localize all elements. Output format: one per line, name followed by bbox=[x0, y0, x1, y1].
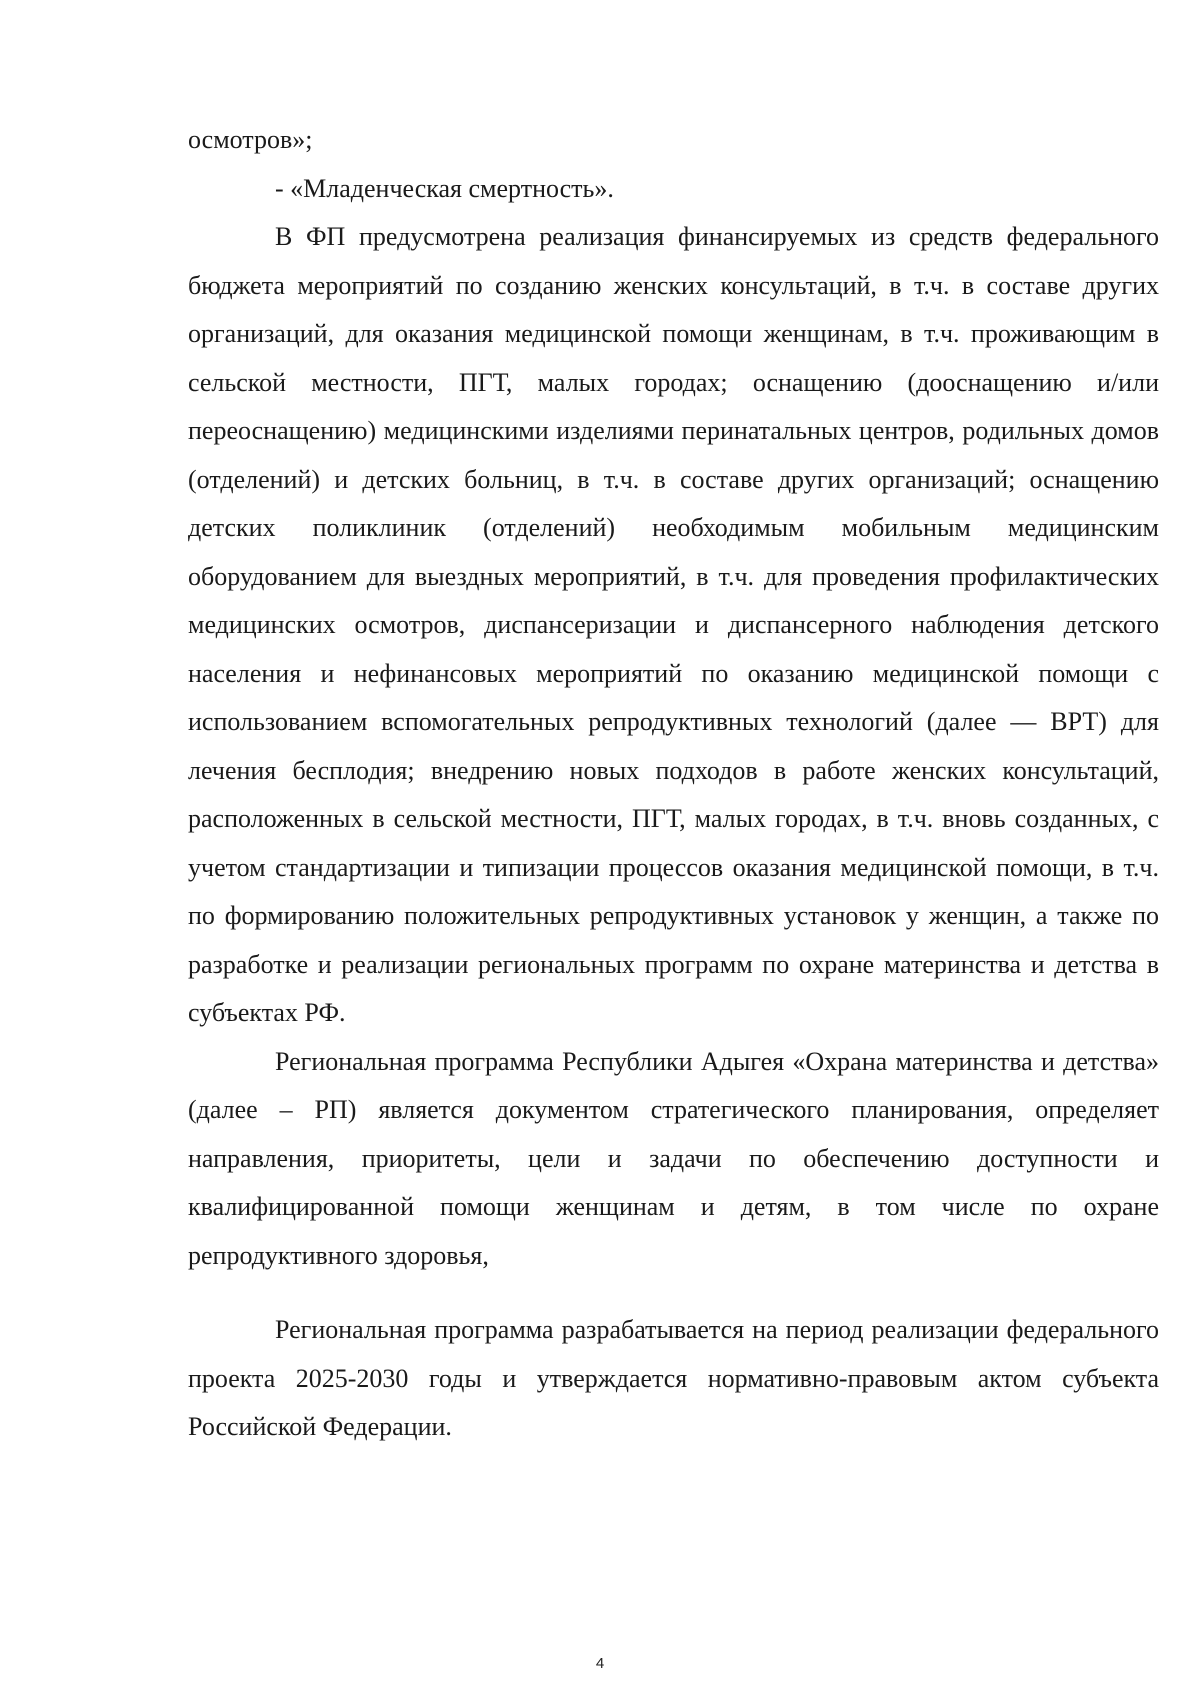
paragraph-regional-program: Региональная программа Республики Адыгея «Охрана материнства и детства» (далее – РП) является документом стратегического планирования, определяет направления, приоритеты, цели и задачи по обеспечению доступности и квалифицированной помощи женщинам и детям, в том числе по охране репродуктивного здоровья, bbox=[188, 1046, 1159, 1270]
list-item-infant-mortality: - «Младенческая смертность». bbox=[275, 173, 614, 203]
paragraph-continuation: осмотров»; bbox=[188, 125, 313, 154]
paragraph-federal-project: В ФП предусмотрена реализация финансируемых из средств федерального бюджета мероприятий по созданию женских консультаций, в т.ч. в составе других организаций, для оказания медицинской помощи женщинам, в т.ч. проживающим в сельской местности, ПГТ, малых городах; оснащению (дооснащению и/или переоснащению) медицинскими изделиями перинатальных центров, родильных домов (отделений) и детских больниц, в т.ч. в составе других организаций; оснащению детских поликлиник (отделений) необходимым мобильным медицинским оборудованием для выездных мероприятий, в т.ч. для проведения профилактических медицинских осмотров, диспансеризации и диспансерного наблюдения детского населения и нефинансовых мероприятий по оказанию медицинской помощи с использованием вспомогательных репродуктивных технологий (далее — ВРТ) для лечения бесплодия; внедрению новых подходов в работе женских консультаций, расположенных в сельской местности, ПГТ, малых городах, в т.ч. вновь созданных, с учетом стандартизации и типизации процессов оказания медицинской помощи, в т.ч. по формированию положительных репродуктивных установок у женщин, а также по разработке и реализации региональных программ по охране материнства и детства в субъектах РФ. bbox=[188, 222, 1159, 1027]
page-number: 4 bbox=[595, 1655, 605, 1672]
paragraph-program-period: Региональная программа разрабатывается на период реализации федерального проекта 2025-2030 годы и утверждается нормативно-правовым актом субъекта Российской Федерации. bbox=[188, 1315, 1159, 1441]
body-text bbox=[188, 116, 1159, 1452]
